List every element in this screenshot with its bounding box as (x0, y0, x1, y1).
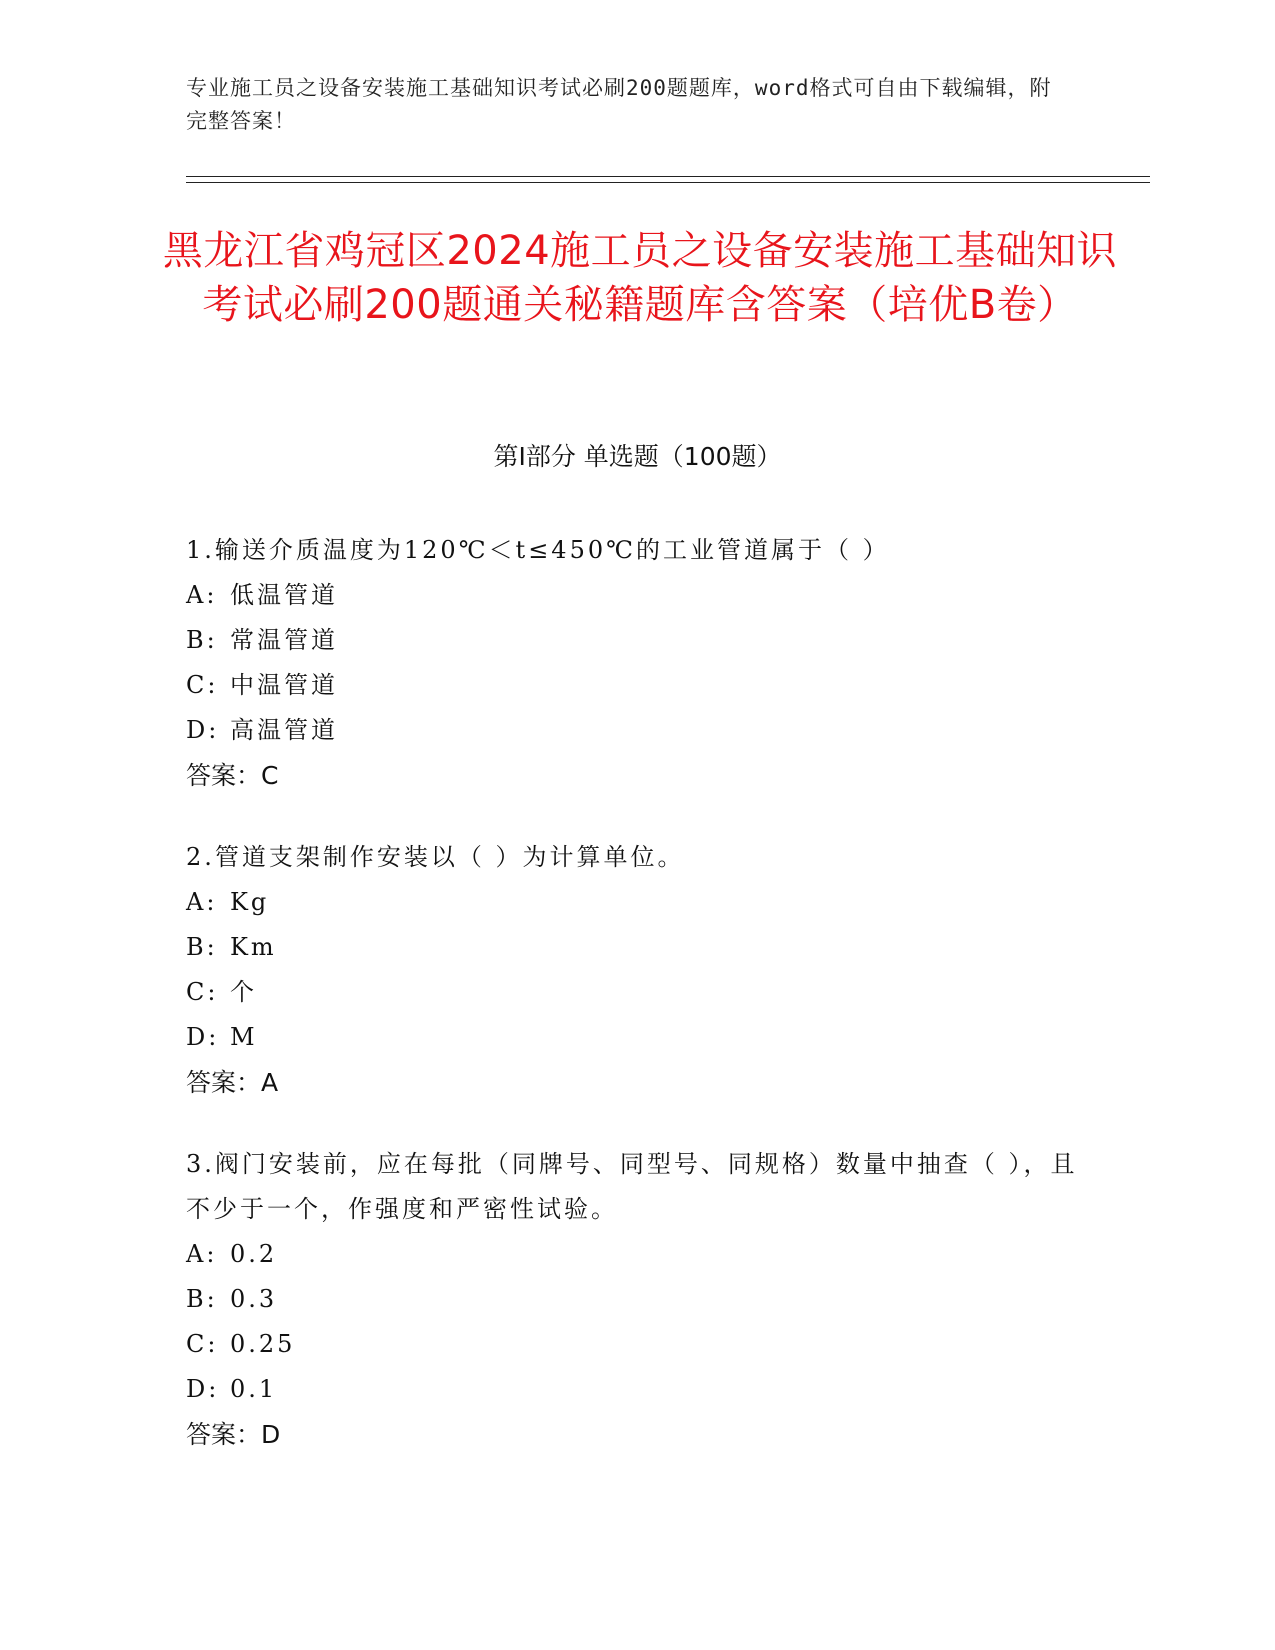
option-key: C: (186, 978, 219, 1006)
option-text: 0.25 (230, 1330, 296, 1358)
option-b (186, 925, 1086, 970)
option-c (186, 663, 1086, 708)
option-text: 0.2 (230, 1240, 278, 1268)
option-key: B: (186, 626, 218, 654)
option-key: D: (186, 1375, 220, 1403)
option-a (186, 573, 1086, 618)
option-text: Kg (230, 888, 270, 916)
question-1 (186, 528, 1086, 798)
option-b (186, 1277, 1086, 1322)
option-d (186, 708, 1086, 753)
question-stem: 2.管道支架制作安装以（ ）为计算单位。 (186, 843, 685, 871)
answer: 答案：C (186, 761, 279, 790)
document-title: 黑龙江省鸡冠区2024施工员之设备安装施工基础知识考试必刷200题通关秘籍题库含答案（培优B卷） (162, 228, 1118, 328)
option-key: C: (186, 671, 219, 699)
option-text: 低温管道 (230, 581, 338, 609)
option-a (186, 880, 1086, 925)
option-key: B: (186, 1285, 218, 1313)
option-text: Km (230, 933, 277, 961)
option-key: A: (186, 1240, 218, 1268)
option-text: 高温管道 (230, 716, 338, 744)
option-text: 个 (230, 978, 257, 1006)
option-key: D: (186, 716, 220, 744)
option-text: 中温管道 (230, 671, 338, 699)
option-key: C: (186, 1330, 219, 1358)
question-3 (186, 1142, 1086, 1457)
question-stem: 3.阀门安装前，应在每批（同牌号、同型号、同规格）数量中抽查（ ），且不少于一个，作强度和严密性试验。 (186, 1150, 1078, 1223)
question-stem: 1.输送介质温度为120℃＜t≤450℃的工业管道属于（ ） (186, 536, 890, 564)
header-rule-bottom (186, 182, 1150, 183)
option-key: A: (186, 888, 218, 916)
question-list (186, 528, 1086, 1494)
option-text: 0.1 (230, 1375, 278, 1403)
option-d (186, 1015, 1086, 1060)
header-rule-top (186, 176, 1150, 177)
option-text: 常温管道 (230, 626, 338, 654)
option-key: D: (186, 1023, 220, 1051)
question-2 (186, 835, 1086, 1105)
option-a (186, 1232, 1086, 1277)
option-key: A: (186, 581, 218, 609)
answer: 答案：A (186, 1068, 279, 1097)
section-title: 第Ⅰ部分 单选题（100题） (493, 442, 782, 471)
option-c (186, 970, 1086, 1015)
option-b (186, 618, 1086, 663)
option-text: 0.3 (230, 1285, 278, 1313)
header-note: 专业施工员之设备安装施工基础知识考试必刷200题题库，word格式可自由下载编辑，附完整答案！ (186, 76, 1052, 133)
option-text: M (230, 1023, 258, 1051)
option-d (186, 1367, 1086, 1412)
option-c (186, 1322, 1086, 1367)
answer: 答案：D (186, 1420, 281, 1449)
option-key: B: (186, 933, 218, 961)
